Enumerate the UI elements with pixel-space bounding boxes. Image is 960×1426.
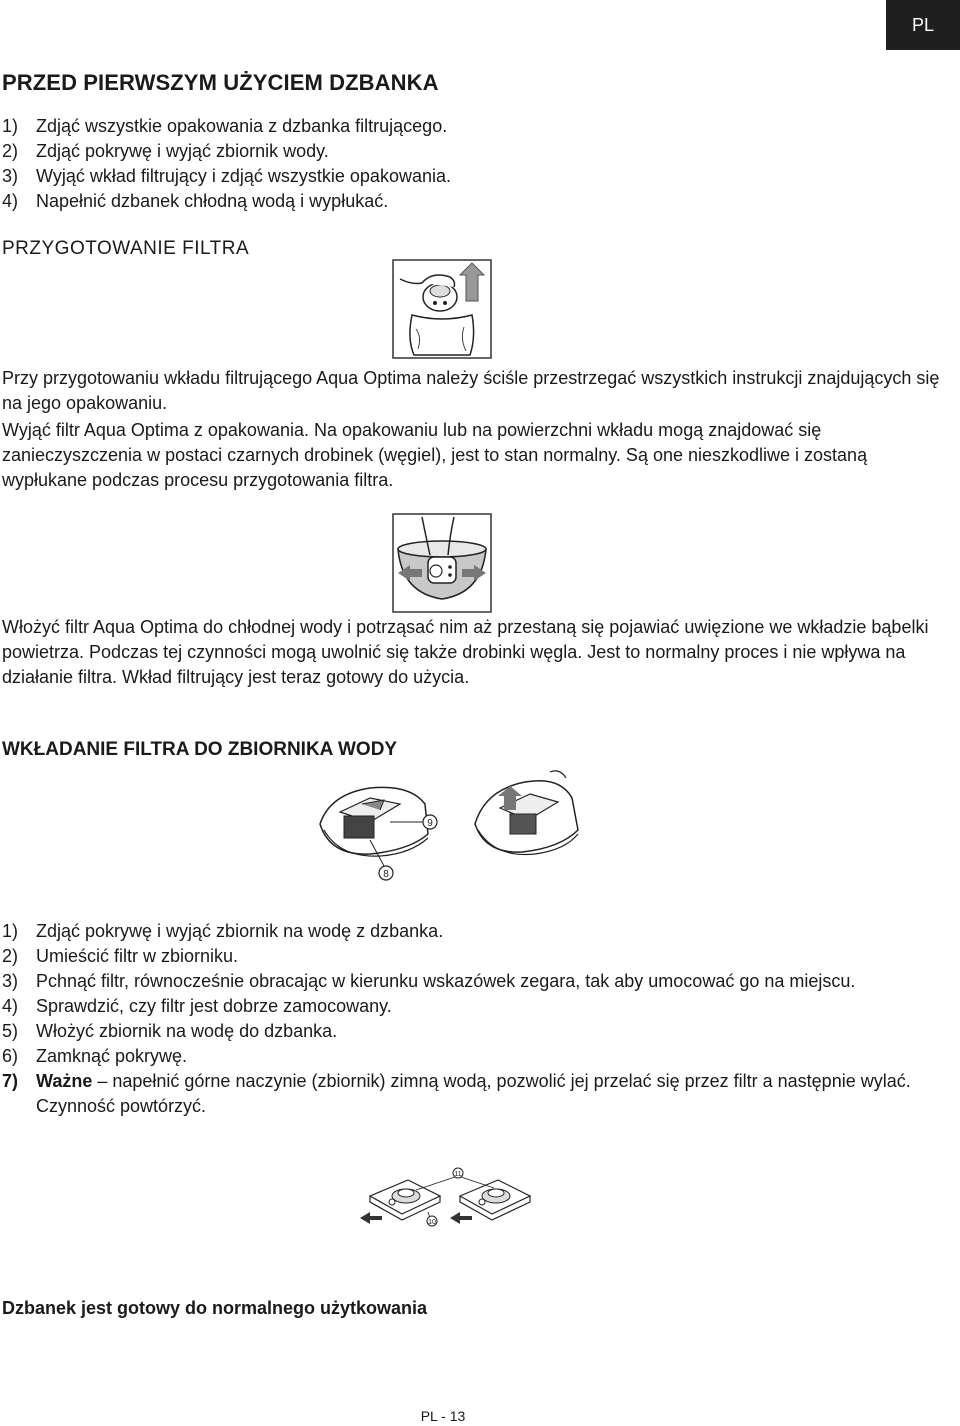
list-item: 1) Zdjąć wszystkie opakowania z dzbanka filtrującego.: [2, 116, 448, 136]
list-item: 4) Napełnić dzbanek chłodną wodą i wypłukać.: [2, 191, 389, 211]
list-item: 1) Zdjąć pokrywę i wyjąć zbiornik na wodę z dzbanka.: [2, 921, 444, 941]
list-item: 2) Zdjąć pokrywę i wyjąć zbiornik wody.: [2, 141, 329, 161]
callout-11: 11: [454, 1171, 462, 1178]
filter-insertion-illustration: [310, 764, 585, 884]
paragraph-soak: Włożyć filtr Aqua Optima do chłodnej wody i potrząsać nim aż przestaną się pojawiać uwięzione we wkładzie bąbelki powietrza. Podczas tej czynności mogą uwolnić się także drobinki węgla. Jest to normalny proces i nie wpływa na działanie filtra. Wkład filtrujący jest teraz gotowy do użycia.: [2, 617, 929, 687]
list-item: 2) Umieścić filtr w zbiorniku.: [2, 946, 239, 966]
section-title-inserting-filter: WKŁADANIE FILTRA DO ZBIORNIKA WODY: [2, 739, 398, 760]
before-use-steps: [2, 114, 942, 214]
list-item: 5) Włożyć zbiornik na wodę do dzbanka.: [2, 1021, 338, 1041]
section-title-before-first-use: PRZED PIERWSZYM UŻYCIEM DZBANKA: [2, 70, 439, 95]
list-item-important: 7) Ważne – napełnić górne naczynie (zbiornik) zimną wodą, pozwolić jej przelać się przez filtr a następnie wylać. Czynność powtórzyć.: [2, 1071, 911, 1116]
callout-10: 10: [428, 1219, 436, 1226]
language-tab: PL: [886, 0, 960, 50]
filter-lock-illustration: [358, 1166, 538, 1228]
list-item: 3) Wyjąć wkład filtrujący i zdjąć wszystkie opakowania.: [2, 166, 451, 186]
important-label: Ważne: [36, 1071, 93, 1091]
callout-9: 9: [427, 818, 433, 829]
list-item: 3) Pchnąć filtr, równocześnie obracając w kierunku wskazówek zegara, tak aby umocować go na miejscu.: [2, 971, 856, 991]
paragraph-unpack: Wyjąć filtr Aqua Optima z opakowania. Na opakowaniu lub na powierzchni wkładu mogą znajdować się zanieczyszczenia w postaci czarnych drobinek (węgiel), jest to stan normalny. Są one nieszkodliwe i zostaną wypłukane podczas procesu przygotowania filtra.: [2, 420, 868, 490]
list-item: 6) Zamknąć pokrywę.: [2, 1046, 188, 1066]
paragraph-instructions: Przy przygotowaniu wkładu filtrującego Aqua Optima należy ściśle przestrzegać wszystkich instrukcji znajdujących się na jego opakowaniu.: [2, 368, 940, 413]
page-number: PL - 13: [420, 1408, 466, 1424]
callout-8: 8: [383, 869, 389, 880]
insertion-steps: [2, 919, 942, 1119]
filter-soaking-illustration: [392, 513, 492, 613]
closing-statement: Dzbanek jest gotowy do normalnego użytkowania: [2, 1298, 428, 1318]
list-item: 4) Sprawdzić, czy filtr jest dobrze zamocowany.: [2, 996, 392, 1016]
section-title-filter-preparation: PRZYGOTOWANIE FILTRA: [2, 238, 250, 259]
filter-unpacking-illustration: [392, 259, 492, 359]
